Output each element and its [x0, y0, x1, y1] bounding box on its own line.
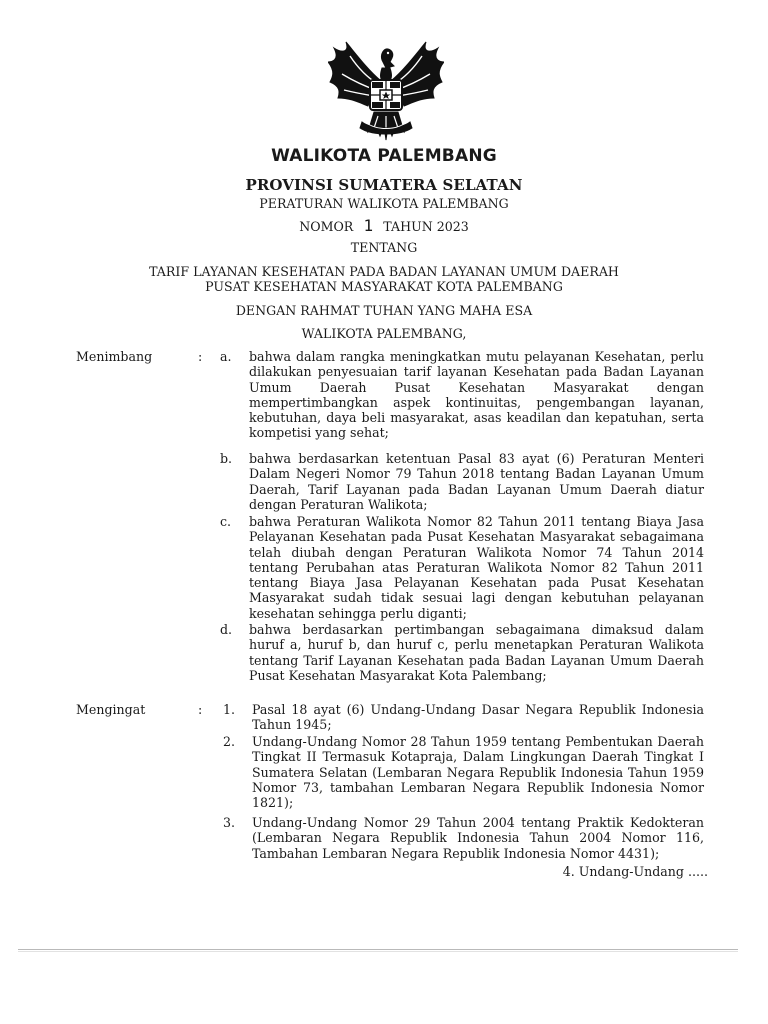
- menimbang-item: bahwa berdasarkan pertimbangan sebagaimana dimaksud dalam huruf a, huruf b, dan huruf c, perlu menetapkan Peraturan Walikota tentang Tarif Layanan Kesehatan pada Badan Layanan Umum Daerah Pusat Kesehatan Masyarakat Kota Palembang;: [249, 622, 704, 683]
- tentang-label: TENTANG: [350, 240, 418, 255]
- menimbang-marker: d.: [220, 622, 233, 637]
- mengingat-item: Undang-Undang Nomor 29 Tahun 2004 tentang Praktik Kedokteran (Lembaran Negara Republik Indonesia Tahun 2004 Nomor 116, Tambahan Lembaran Negara Republik Indonesia Nomor 4431);: [252, 815, 704, 861]
- menimbang-marker: a.: [220, 349, 232, 364]
- regulation-type: PERATURAN WALIKOTA PALEMBANG: [259, 196, 509, 211]
- nomor-label: NOMOR: [299, 219, 354, 234]
- page-continuation: 4. Undang-Undang .....: [562, 864, 708, 879]
- province-heading: PROVINSI SUMATERA SELATAN: [245, 176, 523, 194]
- menimbang-item: bahwa Peraturan Walikota Nomor 82 Tahun 2011 tentang Biaya Jasa Pelayanan Kesehatan pada Pusat Kesehatan Masyarakat sebagaimana telah diubah dengan Peraturan Walikota Nomor 74 Tahun 2014 tentang Perubahan atas Peraturan Walikota Nomor 82 Tahun 2011 tentang Biaya Jasa Pelayanan Kesehatan pada Pusat Kesehatan Masyarakat sudah tidak sesuai lagi dengan kebutuhan pelayanan kesehatan sehingga perlu diganti;: [249, 514, 704, 621]
- blessing-line: DENGAN RAHMAT TUHAN YANG MAHA ESA: [235, 303, 533, 318]
- menimbang-marker: b.: [220, 451, 233, 466]
- menimbang-marker: c.: [220, 514, 232, 529]
- authority-heading: WALIKOTA PALEMBANG: [271, 146, 497, 166]
- mengingat-item: Undang-Undang Nomor 28 Tahun 1959 tentang Pembentukan Daerah Tingkat II Termasuk Kotapraja, Dalam Lingkungan Daerah Tingkat I Sumatera Selatan (Lembaran Negara Republik Indonesia Tahun 1959 Nomor 73, tambahan Lembaran Negara Republik Indonesia Nomor 1821);: [252, 734, 704, 811]
- mengingat-marker: 2.: [223, 734, 236, 749]
- mengingat-item: Pasal 18 ayat (6) Undang-Undang Dasar Negara Republik Indonesia Tahun 1945;: [252, 702, 704, 733]
- issuer-line: WALIKOTA PALEMBANG,: [301, 326, 467, 341]
- scan-edge-line: [18, 951, 738, 952]
- title-line-2: PUSAT KESEHATAN MASYARAKAT KOTA PALEMBANG: [205, 279, 563, 294]
- title-line-1: TARIF LAYANAN KESEHATAN PADA BADAN LAYANAN UMUM DAERAH: [149, 264, 619, 279]
- mengingat-marker: 3.: [223, 815, 236, 830]
- tahun-label: TAHUN 2023: [383, 219, 469, 234]
- scan-edge-line: [18, 949, 738, 950]
- regulation-number: [0, 216, 768, 235]
- menimbang-colon: :: [198, 349, 203, 364]
- garuda-emblem-icon: [328, 40, 444, 142]
- mengingat-marker: 1.: [223, 702, 236, 717]
- mengingat-colon: :: [198, 702, 203, 717]
- menimbang-label: Menimbang: [76, 349, 153, 364]
- menimbang-item: bahwa dalam rangka meningkatkan mutu pelayanan Kesehatan, perlu dilakukan penyesuaian tarif layanan Kesehatan pada Badan Layanan Umum Daerah Pusat Kesehatan Masyarakat dengan mempertimbangkan aspek kontinuitas, pengembangan layanan, kebutuhan, daya beli masyarakat, asas keadilan dan kepatuhan, serta kompetisi yang sehat;: [249, 349, 704, 441]
- nomor-value: 1: [363, 216, 374, 235]
- menimbang-item: bahwa berdasarkan ketentuan Pasal 83 ayat (6) Peraturan Menteri Dalam Negeri Nomor 79 Tahun 2018 tentang Badan Layanan Umum Daerah, Tarif Layanan pada Badan Layanan Umum Daerah diatur dengan Peraturan Walikota;: [249, 451, 704, 512]
- mengingat-label: Mengingat: [76, 702, 146, 717]
